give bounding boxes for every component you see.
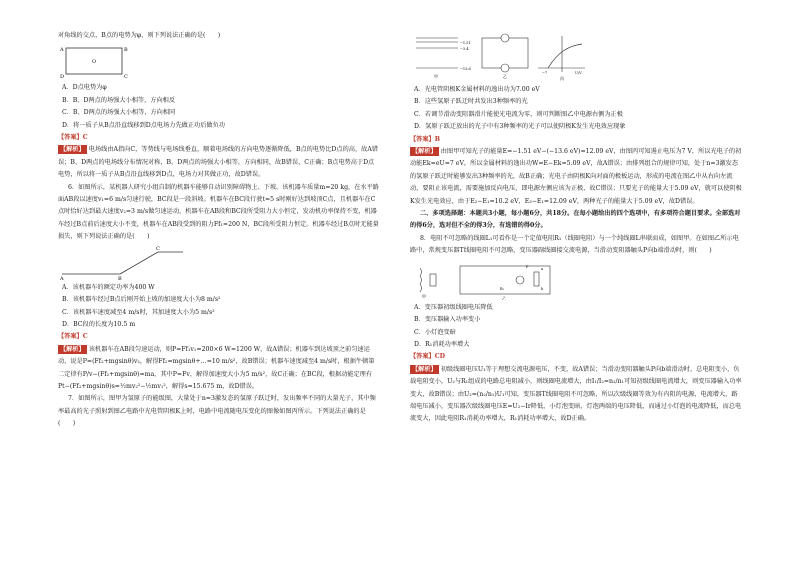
q6-option-c: C．该机器车速度减至4 m/s时，其加速度大小为5 m/s² <box>62 308 215 316</box>
q7-intro: 7．如图所示，图甲为氢原子的能级图，大量处于n=3激发态的氢原子跃迁时，发出频率不同的大量光子，其中频率最高的光子照射到图乙电路中光电管阴极K上时，电路中电流随电压变化的图像如图丙所示。下列说法正确的是( ) <box>58 395 376 428</box>
section-heading: 二、多项选择题：本题共3小题，每小题6分，共18分。在每小题给出的四个选项中，有多项符合题目要求。全部选对的得6分，选对但不全的得3分，有选错的得0分。 <box>410 210 741 230</box>
q8-option-a: A．变压器初级线圈电压降低 <box>414 303 493 311</box>
analysis-text: 由图甲可知光子的能量E=−1.51 eV−(−13.6 eV)=12.09 eV，由图丙可知遏止电压为7 V，所以光电子的初动能Ek=eU=7 eV，所以金属材料的逸出功W=E−Ek=5.09 eV，故A错误；由排列组合的规律可知，处于n=3激发态的氢原子跃迁时能够发出3种频率的光，故B正确；光电子由阴极K向对面的极板运动，形成的电流在图乙中从右向左流动，要阻止该电流，需要施加反向电压，即电源左侧应该为正极，故C错误；只要光子的能量大于5.09 eV，就可以使阴极K发生光电效应，由于E₂−E₁=10.2 eV，E₃−E₁=12.09 eV，两种光子的能量大于5.09 eV，故D错误。 <box>410 148 742 205</box>
right-column <box>410 30 742 426</box>
fig8-caption-a: 甲 <box>422 293 426 299</box>
q6-option-b: B．该机器车经过B点后刚开始上坡的加速度大小为8 m/s² <box>62 296 221 304</box>
q6-intro: 6．如图所示，某机器人研究小组自制的机器车能够自动识别障碍物上、下坡。该机器车质量m=20 kg，在水平路面AB段以速度v₁=6 m/s匀速行驶，BC段是一段斜坡。机器车在BC段行驶t=5 s时刚好达到坡顶C点，且机器车在C点时恰好达到最大速度v₂=3 m/s做匀速运动，机器车在AB段和BC段所受阻力大小恒定，发动机功率保持不变，机器车经过B点前后速度大小不变，机器车在AB段受到的阻力Ff₁=200 N，BC段所受阻力恒定。机器车经过B点时无能量损失，则下列说法正确的是( ) <box>58 183 379 241</box>
fig7-u-value: −7 <box>542 71 548 75</box>
answer-label: 【答案】 <box>58 333 83 341</box>
fig8-caption-b: 乙 <box>502 295 506 300</box>
analysis-text: 该机器车在AB段匀速运动，则P=Ff₁v₁=200×6 W=1200 W，故A错误；机器车到达坡顶之前匀速运动，说是P=(Ff₂+mgsinθ)v₂，解得Ff₂=mgsinθ+…=10 m/s²，故B错误；机器车速度减至4 m/s时，根据牛顿第二定律有P/v−(Ff₂+mgsinθ)=ma，其中P=Fv，解得加速度大小为5 m/s²，故C正确；在BC段，根据动能定理有Pt−(Ff₂+mgsinθ)s=½mv₂²−½mv₁²，解得s=15.675 m，故D错误。 <box>58 345 375 390</box>
q6-analysis <box>58 344 380 394</box>
fig6-label-a: A <box>60 275 64 280</box>
fig7-caption-a: 甲 <box>434 74 438 79</box>
q8-answer <box>410 351 742 363</box>
q5-option-a: A．D点电势为φ <box>62 84 107 92</box>
q8-circuit-figure <box>410 260 560 300</box>
q8-option-d: D．R₁消耗功率增大 <box>414 340 470 348</box>
q8-intro: 8．电阻不可忽略的线圈L₁可看作是一个定值电阻R₁（线圈电阻）与一个纯线圈L串联而成，如图甲。在如图乙所示电路中，常规变压器T线圈电阻不可忽略，变压器副线圈接交流电源，当滑动变阻器触头P向b端滑动时，则( ) <box>410 234 739 255</box>
q7-option-c: C．若调节滑动变阻器滑片能使光电流为零，则可判断图乙中电源右侧为正极 <box>414 110 623 118</box>
q5-intro: 对角线的交点，B点的电势为φ，则下列说法正确的是( ) <box>58 32 221 39</box>
answer-value: CD <box>434 353 446 361</box>
answer-label: 【答案】 <box>58 134 83 142</box>
fig7-e3: −1.51 <box>460 41 471 45</box>
q5-analysis <box>58 144 380 181</box>
q5-option-b: B．B、D两点的场强大小相等，方向相反 <box>62 96 176 104</box>
q7-analysis <box>410 146 742 208</box>
answer-label: 【答案】 <box>410 353 435 361</box>
q6-answer <box>58 331 380 343</box>
q8-analysis <box>410 364 742 426</box>
fig7-caption-c: 丙 <box>560 76 564 81</box>
q8-option-b: B．变压器输入功率变小 <box>414 316 481 324</box>
fig5-label-a: A <box>60 47 64 54</box>
analysis-label: 【解析】 <box>412 148 437 156</box>
q8-option-c: C．小灯泡变暗 <box>414 328 456 336</box>
fig7-e1: −13.6 <box>460 67 471 71</box>
answer-value: C <box>82 134 88 142</box>
answer-value: B <box>434 135 440 143</box>
fig6-label-b: B <box>118 275 122 280</box>
q7-option-b: B．这些氢原子跃迁时共发出3种频率的光 <box>414 98 528 106</box>
q5-option-d: D．将一质子从B点沿直线移到D点电场力先做正功后做负功 <box>62 121 225 129</box>
fig8-b: b <box>541 286 544 291</box>
fig7-caption-b: 乙 <box>503 74 507 79</box>
fig6-label-c: C <box>156 245 160 252</box>
q6-option-d: D．BC段的长度为10.5 m <box>62 320 136 328</box>
q5-square-figure <box>58 44 130 80</box>
fig5-label-o: O <box>92 59 97 66</box>
fig8-p: P <box>526 264 529 269</box>
analysis-label: 【解析】 <box>60 345 85 353</box>
fig5-label-c: C <box>124 74 128 81</box>
analysis-text: 初级线圈电压U₁等于理想交流电源电压，不变，故A错误；当滑动变阻器触头P向b端滑动时，总电阻变小，负载电阻变小，U₂与R₁组成的电路总电阻减小，则线圈电流增大，由I₁/I₂=n₂/n₁可知初级线圈电流增大，则变压器输入功率变大，故B错误；由U₂=(n₂/n₁)U₁可知，变压器T线圈电阻不可忽略，所以次级线圈等效为有内阻的电源，电流增大，路端电压减小，变压器次级线圈电压E=U₂−Ir降低，小灯泡变暗，灯泡两端的电压降低，而通过小灯泡的电流降低，而总电流变大，因此电阻R₁消耗功率增大，R₁消耗功率增大，故D正确。 <box>410 365 742 423</box>
q6-option-a: A．该机器车的额定功率为400 W <box>62 283 155 291</box>
fig8-r1: R₁ <box>500 286 505 291</box>
q5-answer <box>58 132 380 144</box>
q6-slope-figure <box>58 246 188 280</box>
q7-figure <box>410 32 590 82</box>
fig7-e2: −3.4 <box>460 47 469 51</box>
q7-option-d: D．氢原子跃迁放出的光子中有3种频率的光子可以使阴极K发生光电效应现象 <box>414 123 626 131</box>
left-column <box>58 30 380 431</box>
analysis-text: 电场线由A指向C，等势线与电场线垂直，顺着电场线的方向电势逐渐降低，B点的电势比D点的高，故A错误；B、D两点的电场线分布情况对称，B、D两点的场强大小相等，方向相同，故B错误，C正确；B点电势高于D点电势，所以将一质子从B点沿直线移到D点，电场力对其做正功，故D错误。 <box>58 146 378 179</box>
fig7-u-label: U/V <box>575 71 582 75</box>
analysis-label: 【解析】 <box>412 365 437 373</box>
q5-option-c: C．B、D两点的场强大小相等，方向相同 <box>62 109 176 117</box>
analysis-label: 【解析】 <box>60 146 85 154</box>
answer-value: C <box>82 333 88 341</box>
fig8-a: a <box>541 266 544 271</box>
answer-label: 【答案】 <box>410 135 435 143</box>
fig5-label-b: B <box>124 47 128 54</box>
q7-option-a: A．光电管阴极K金属材料的逸出功为7.00 eV <box>414 86 540 93</box>
fig5-label-d: D <box>60 74 65 81</box>
q7-answer <box>410 134 742 146</box>
